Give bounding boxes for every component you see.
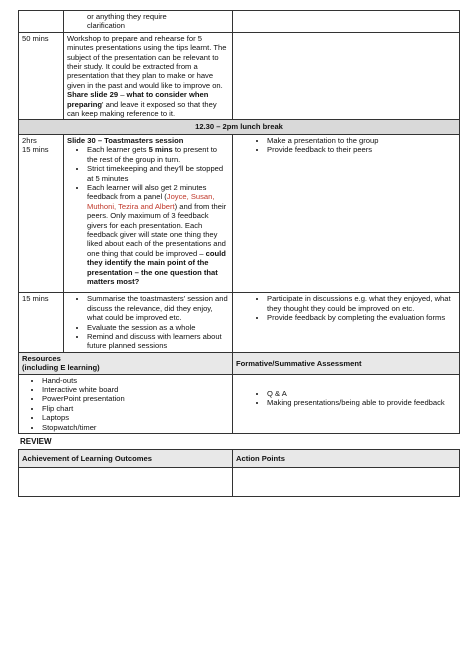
activity-cell (64, 11, 233, 33)
bullet-text: Each learner will also get 2 minutes feedback from a panel ( (87, 182, 207, 202)
learner-activity-cell (233, 32, 460, 120)
resource-item: • PowerPoint presentation (42, 394, 229, 403)
list-item: • Make a presentation to the group (267, 136, 456, 145)
review-body-row (19, 468, 460, 497)
continuation-line: or anything they require (87, 12, 167, 21)
learner-activity-cell (233, 134, 460, 293)
assessment-list-cell (233, 374, 460, 433)
resource-item: • Laptops (42, 413, 229, 422)
share-slide-note (67, 90, 229, 118)
table-row-summary (19, 293, 460, 352)
list-item: • Strict timekeeping and they'll be stopped at 5 minutes (87, 164, 229, 183)
lunch-break-banner: 12.30 – 2pm lunch break (19, 120, 460, 134)
action-points-cell (233, 468, 460, 497)
panel-names: Joyce, Susan, Muthoni, Tezira and Albert (87, 192, 215, 211)
learner-activity-cell (233, 293, 460, 352)
workshop-text: Workshop to prepare and rehearse for 5 minutes presentations using the tips learnt. The subject of the presentation can be relevant to their study. It could be extracted from a presentation that they plan to make or have given in the past and would like to improve on. (67, 33, 227, 90)
share-slide-rest: ' and leave it exposed so that they can keep making reference to it. (67, 99, 217, 119)
learner-activity-cell (233, 11, 460, 33)
table-row-toastmasters (19, 134, 460, 293)
resource-item: • Stopwatch/timer (42, 423, 229, 432)
time-hours: 2hrs (22, 135, 37, 145)
list-item: • Participate in discussions e.g. what they enjoyed, what they thought they could be improved on etc. (267, 294, 456, 313)
review-table (18, 449, 460, 497)
activity-cell (64, 293, 233, 352)
share-slide-topic: what to consider when preparing (67, 90, 209, 109)
review-header-row (19, 449, 460, 467)
lesson-plan-page (18, 10, 459, 497)
list-item: • Evaluate the session as a whole (87, 323, 229, 332)
resources-title: Resources (22, 353, 61, 363)
bullet-text: to present to the rest of the group in turn. (87, 145, 218, 164)
resource-item: • Interactive white board (42, 385, 229, 394)
bullet-text: Each learner gets (87, 145, 149, 155)
resources-subtitle: (including E learning) (22, 363, 100, 373)
assessment-item: • Making presentations/being able to provide feedback (267, 398, 456, 407)
resources-header (19, 352, 233, 374)
activity-cell (64, 32, 233, 120)
table-row-lunch (19, 120, 460, 134)
list-item (87, 145, 229, 164)
table-row-workshop (19, 32, 460, 120)
table-row-continuation (19, 11, 460, 33)
learning-outcomes-cell (19, 468, 233, 497)
activity-cell (64, 134, 233, 293)
list-item (87, 183, 229, 286)
slide-title: Slide 30 – Toastmasters session (67, 135, 184, 145)
share-dash: – (118, 90, 127, 100)
list-item: • Provide feedback by completing the evaluation forms (267, 313, 456, 322)
list-item: • Remind and discuss with learners about future planned sessions (87, 332, 229, 351)
list-item: • Summarise the toastmasters' session and discuss the relevance, did they enjoy, what could be improved etc. (87, 294, 229, 322)
resource-item: • Hand-outs (42, 376, 229, 385)
assessment-item: • Q & A (267, 389, 456, 398)
time-cell: 50 mins (19, 32, 64, 120)
assessment-header: Formative/Summative Assessment (233, 352, 460, 374)
table-row-resources-header (19, 352, 460, 374)
time-cell: 15 mins (19, 293, 64, 352)
list-item: • Provide feedback to their peers (267, 145, 456, 154)
review-heading: REVIEW (20, 437, 52, 447)
resource-item: • Flip chart (42, 404, 229, 413)
bullet-emphasis: could they identify the main point of the presentation – the one question that matters most? (87, 248, 226, 286)
time-cell (19, 134, 64, 293)
time-cell (19, 11, 64, 33)
resources-list-cell (19, 374, 233, 433)
bullet-emphasis: 5 mins (148, 145, 173, 155)
learning-outcomes-header: Achievement of Learning Outcomes (19, 449, 233, 467)
time-minutes: 15 mins (22, 145, 49, 155)
bullet-text: ) and from their peers. Only maximum of 3 feedback givers for each presentation. Each feedback giver will state one thing they liked about each of the presentations and one thing that could be improved – (87, 201, 227, 258)
continuation-line: clarification (87, 21, 125, 31)
table-row-resources (19, 374, 460, 433)
action-points-header: Action Points (233, 449, 460, 467)
session-table (18, 10, 460, 434)
share-slide-label: Share slide 29 (67, 90, 119, 100)
